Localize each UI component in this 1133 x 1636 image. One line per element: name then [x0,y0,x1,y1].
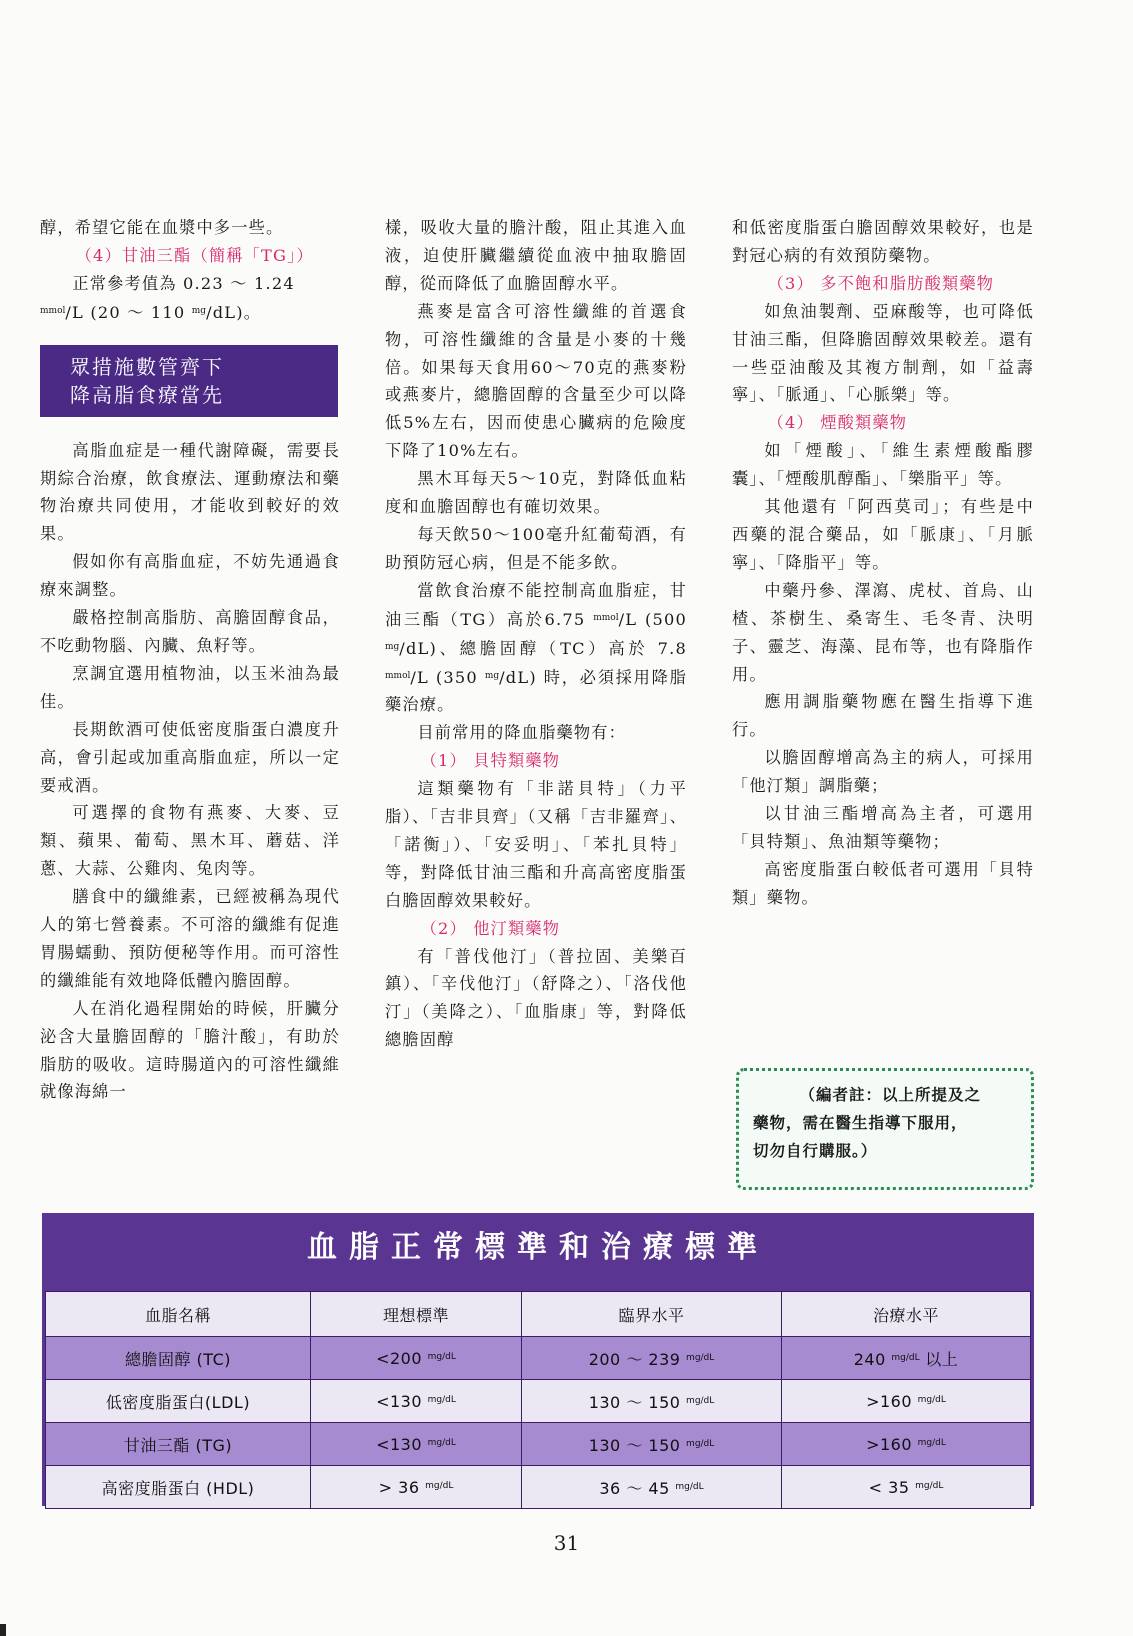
borderline-cell: 200 ～ 239 $^{mg/dL}$ [522,1337,782,1380]
treatment-cell: >160 $^{mg/dL}$ [782,1423,1031,1466]
lipid-name-cell: 總膽固醇 (TC) [46,1337,311,1380]
borderline-cell: 36 ～ 45 $^{mg/dL}$ [522,1466,782,1509]
section-heading-line1: 眾措施數管齊下 [70,354,224,379]
paragraph: 其他還有「阿西莫司」；有些是中西藥的混合藥品，如「脈康」、「月脈寧」、「降脂平」等。 [732,497,1034,572]
editor-note-line: 藥物，需在醫生指導下服用， [753,1114,968,1132]
paragraph: 這類藥物有「非諾貝特」（力平脂）、「吉非貝齊」（又稱「吉非羅齊」、「諾衡」）、「安妥明」、「苯扎貝特」等，對降低甘油三酯和升高高密度脂蛋白膽固醇效果較好。 [385,779,687,910]
ideal-cell: > 36 $^{mg/dL}$ [311,1466,522,1509]
treatment-cell: 240 $^{mg/dL}$ 以上 [782,1337,1031,1380]
treatment-cell: < 35 $^{mg/dL}$ [782,1466,1031,1509]
paragraph: 如「煙酸」、「維生素煙酸酯膠囊」、「煙酸肌醇酯」、「樂脂平」等。 [732,441,1034,489]
table-row [46,1380,1031,1423]
table-grid [45,1291,1031,1509]
column-3 [732,214,1034,912]
lipid-name-cell: 低密度脂蛋白(LDL) [46,1380,311,1423]
subheading-pufa: （3） 多不飽和脂肪酸類藥物 [767,273,995,293]
editor-note-line: 切勿自行購服。） [753,1142,878,1160]
paragraph: 嚴格控制高脂肪、高膽固醇食品，不吃動物腦、內臟、魚籽等。 [40,608,340,655]
subheading-niacin: （4） 煙酸類藥物 [767,413,908,433]
paragraph: 高脂血症是一種代謝障礙，需要長期綜合治療，飲食療法、運動療法和藥物治療共同使用，才能收到較好的效果。 [40,440,340,544]
paragraph: 目前常用的降血脂藥物有： [417,723,627,743]
paragraph: 長期飲酒可使低密度脂蛋白濃度升高，會引起或加重高脂血症，所以一定要戒酒。 [40,719,340,795]
paragraph: 人在消化過程開始的時候，肝臟分泌含大量膽固醇的「膽汁酸」，有助於脂肪的吸收。這時腸道內的可溶性纖維就像海綿一 [40,998,340,1102]
section-heading-box [40,345,338,417]
scan-mark [0,1624,6,1636]
paragraph: 以甘油三酯增高為主者，可選用「貝特類」、魚油類等藥物； [732,804,1034,851]
paragraph: 樣，吸收大量的膽汁酸，阻止其進入血液，迫使肝臟繼續從血液中抽取膽固醇，從而降低了血膽固醇水平。 [385,218,687,293]
paragraph: 中藥丹參、澤瀉、虎杖、首烏、山楂、茶樹生、桑寄生、毛冬青、決明子、靈芝、海藻、昆布等，也有降脂作用。 [732,580,1034,684]
column-header: 血脂名稱 [46,1292,311,1337]
paragraph: 烹調宜選用植物油，以玉米油為最佳。 [40,663,340,711]
column-header: 臨界水平 [522,1292,782,1337]
table-row [46,1423,1031,1466]
editor-note-box [736,1068,1034,1190]
ideal-cell: <130 $^{mg/dL}$ [311,1423,522,1466]
paragraph: 每天飲50～100毫升紅葡萄酒，有助預防冠心病，但是不能多飲。 [385,524,687,572]
paragraph: 膳食中的纖維素，已經被稱為現代人的第七營養素。不可溶的纖維有促進胃腸蠕動、預防便秘等作用。而可溶性的纖維能有效地降低體內膽固醇。 [40,887,340,990]
subheading-fibrates: （1） 貝特類藥物 [420,751,561,771]
ideal-cell: <130 $^{mg/dL}$ [311,1380,522,1423]
paragraph: 假如你有高脂血症，不妨先通過食療來調整。 [40,552,340,600]
paragraph: 如魚油製劑、亞麻酸等，也可降低甘油三酯，但降膽固醇效果較差。還有一些亞油酸及其複方制劑，如「益壽寧」、「脈通」、「心脈樂」等。 [732,301,1034,405]
table-header-row [46,1292,1031,1337]
editor-note-line: （編者註：以上所提及之 [799,1086,982,1104]
column-2 [385,214,687,1054]
lipid-name-cell: 甘油三酯 (TG) [46,1423,311,1466]
paragraph: 以膽固醇增高為主的病人，可採用「他汀類」調脂藥； [732,748,1034,796]
paragraph: 應用調脂藥物應在醫生指導下進行。 [732,692,1034,740]
tg-reference: 正常參考值為 0.23 ～ 1.24 $^{mmol}$/L (20 ～ 110 $^{mg}$/dL)。 [40,273,295,322]
lipid-name-cell: 高密度脂蛋白 (HDL) [46,1466,311,1509]
paragraph: 高密度脂蛋白較低者可選用「貝特類」藥物。 [732,859,1034,907]
paragraph: 可選擇的食物有燕麥、大麥、豆類、蘋果、葡萄、黑木耳、蘑菇、洋蔥、大蒜、公雞肉、兔肉等。 [40,803,340,879]
section-heading-line2: 降高脂食療當先 [70,382,224,407]
paragraph-drug-threshold: 當飲食治療不能控制高血脂症，甘油三酯（TG）高於6.75 $^{mmol}$/L (500 $^{mg}$/dL)、總膽固醇（TC）高於 7.8 $^{mmol}$/L (350 $^{mg}$/dL) 時，必須採用降脂藥治療。 [385,580,688,715]
ideal-cell: <200 $^{mg/dL}$ [311,1337,522,1380]
page-number: 31 [553,1531,580,1555]
column-header: 理想標準 [311,1292,522,1337]
table-row [46,1337,1031,1380]
treatment-cell: >160 $^{mg/dL}$ [782,1380,1031,1423]
subheading-tg: （4）甘油三酯（簡稱「TG」） [75,245,314,265]
column-header: 治療水平 [782,1292,1031,1337]
lipid-standards-table [42,1213,1034,1506]
borderline-cell: 130 ～ 150 $^{mg/dL}$ [522,1380,782,1423]
table-title: 血脂正常標準和治療標準 [307,1230,769,1265]
paragraph: 有「普伐他汀」（普拉固、美樂百鎮）、「辛伐他汀」（舒降之）、「洛伐他汀」（美降之）、「血脂康」等，對降低總膽固醇 [385,946,687,1050]
paragraph: 和低密度脂蛋白膽固醇效果較好，也是對冠心病的有效預防藥物。 [732,218,1034,265]
paragraph: 黑木耳每天5～10克，對降低血粘度和血膽固醇也有確切效果。 [385,469,687,517]
table-row [46,1466,1031,1509]
column-1 [40,214,340,1106]
subheading-statins: （2） 他汀類藥物 [420,918,561,938]
paragraph: 燕麥是富含可溶性纖維的首選食物，可溶性纖維的含量是小麥的十幾倍。如果每天食用60～70克的燕麥粉或燕麥片，總膽固醇的含量至少可以降低5%左右，因而使患心臟病的危險度下降了10%左右。 [385,301,687,461]
paragraph: 醇，希望它能在血漿中多一些。 [40,218,284,237]
borderline-cell: 130 ～ 150 $^{mg/dL}$ [522,1423,782,1466]
